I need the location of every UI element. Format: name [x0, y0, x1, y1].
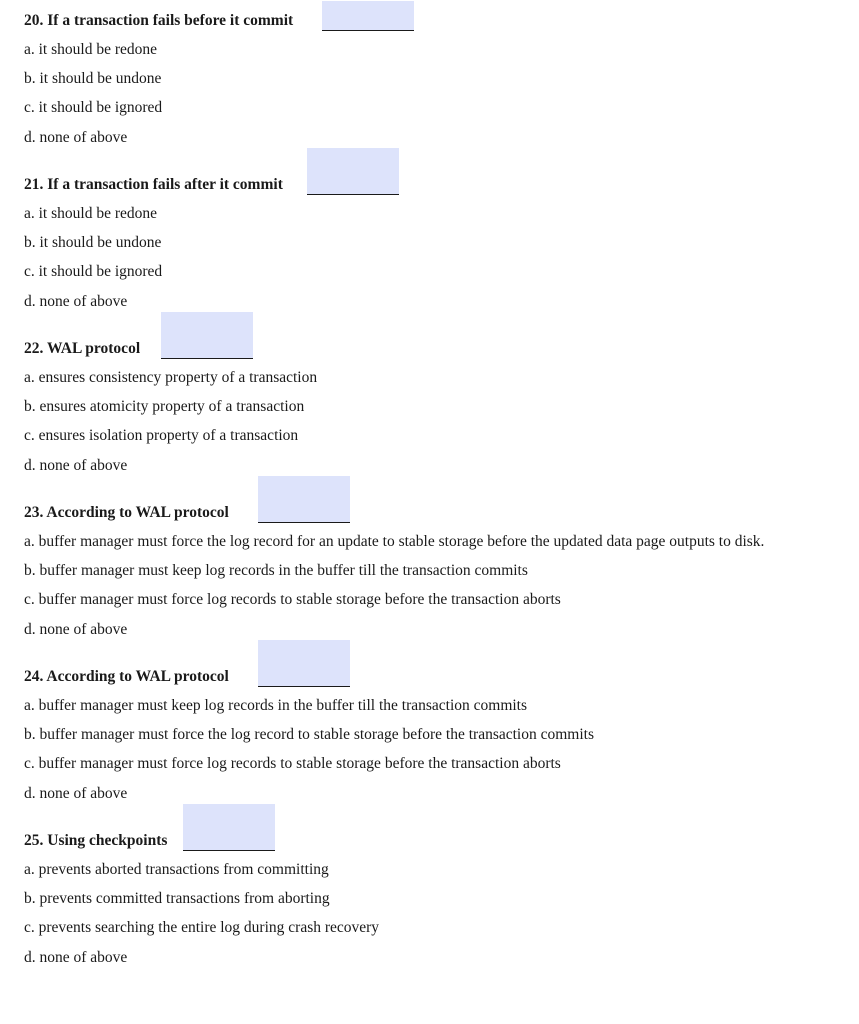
options-list: [24, 696, 854, 813]
option-a: a. it should be redone: [24, 205, 158, 222]
question-line: [24, 2, 854, 31]
question-24: [24, 658, 854, 813]
option-a: a. ensures consistency property of a transaction: [24, 369, 318, 386]
question-title: 25. Using checkpoints: [24, 832, 168, 849]
question-title: 23. According to WAL protocol: [24, 504, 229, 521]
option-c: c. prevents searching the entire log during crash recovery: [24, 919, 380, 937]
option-d: d. none of above: [24, 128, 128, 146]
option-c: c. it should be ignored: [24, 263, 163, 281]
option-c: c. buffer manager must force log records to stable storage before the transaction aborts: [24, 755, 561, 773]
question-20: [24, 2, 854, 157]
answer-field-21[interactable]: [307, 148, 399, 195]
options-list: [24, 368, 854, 485]
option-c: c. it should be ignored: [24, 99, 163, 117]
option-a: a. buffer manager must force the log record for an update to stable storage before the updated data page outputs to disk.: [24, 533, 765, 550]
option-c: c. buffer manager must force log records to stable storage before the transaction aborts: [24, 591, 561, 609]
option-a: a. it should be redone: [24, 41, 158, 58]
question-line: [24, 166, 854, 195]
question-title: 21. If a transaction fails after it commit: [24, 176, 283, 193]
answer-field-22[interactable]: [161, 312, 253, 359]
question-line: [24, 822, 854, 851]
question-25: [24, 822, 854, 977]
question-line: [24, 658, 854, 687]
options-list: [24, 204, 854, 321]
option-a: a. buffer manager must keep log records in the buffer till the transaction commits: [24, 697, 528, 714]
option-b: b. ensures atomicity property of a transaction: [24, 398, 305, 416]
option-a: a. prevents aborted transactions from committing: [24, 861, 329, 878]
question-line: [24, 330, 854, 359]
question-21: [24, 166, 854, 321]
option-d: d. none of above: [24, 456, 128, 474]
option-b: b. prevents committed transactions from aborting: [24, 890, 330, 908]
answer-field-25[interactable]: [183, 804, 275, 851]
question-title: 22. WAL protocol: [24, 340, 141, 357]
question-23: [24, 494, 854, 649]
option-c: c. ensures isolation property of a transaction: [24, 427, 299, 445]
question-title: 20. If a transaction fails before it commit: [24, 12, 294, 29]
option-b: b. it should be undone: [24, 70, 162, 88]
options-list: [24, 40, 854, 157]
option-d: d. none of above: [24, 784, 128, 802]
options-list: [24, 860, 854, 977]
option-b: b. buffer manager must keep log records in the buffer till the transaction commits: [24, 562, 528, 580]
answer-field-23[interactable]: [258, 476, 350, 523]
question-22: [24, 330, 854, 485]
answer-field-24[interactable]: [258, 640, 350, 687]
options-list: [24, 532, 854, 649]
option-b: b. buffer manager must force the log record to stable storage before the transaction commits: [24, 726, 594, 744]
option-d: d. none of above: [24, 620, 128, 638]
answer-field-20[interactable]: [322, 1, 414, 31]
option-d: d. none of above: [24, 948, 128, 966]
question-line: [24, 494, 854, 523]
question-title: 24. According to WAL protocol: [24, 668, 229, 685]
option-d: d. none of above: [24, 292, 128, 310]
option-b: b. it should be undone: [24, 234, 162, 252]
